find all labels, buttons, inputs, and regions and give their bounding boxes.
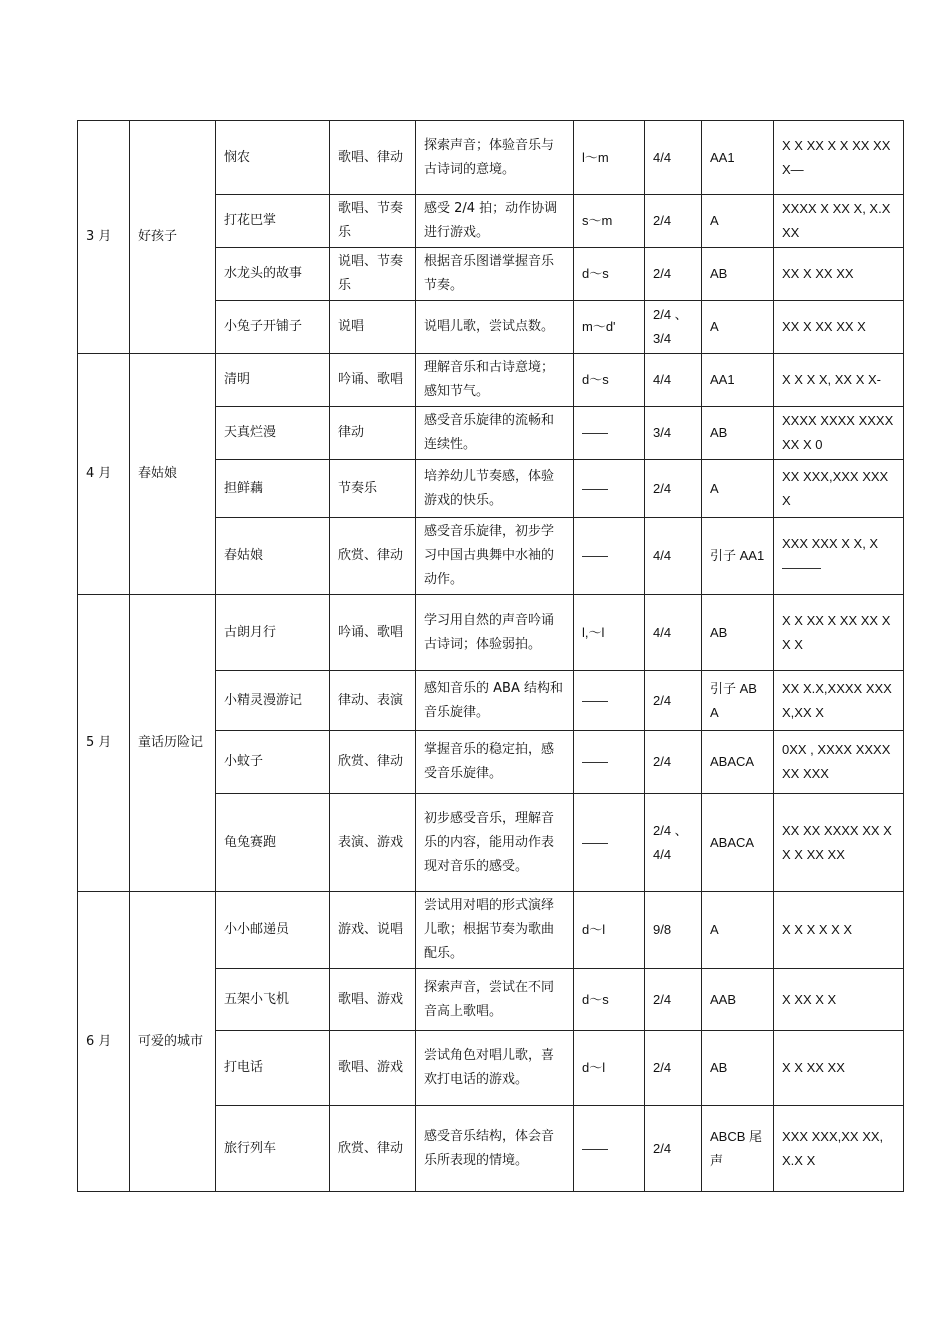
- song-title-cell: 天真烂漫: [216, 407, 330, 460]
- rhythm-cell: XXX XXX X X, X———: [774, 518, 904, 595]
- rhythm-cell: X X XX XX: [774, 1031, 904, 1106]
- song-title-cell: 春姑娘: [216, 518, 330, 595]
- meter-cell: 2/4: [645, 969, 702, 1031]
- meter-cell: 2/4: [645, 195, 702, 248]
- activity-cell: 欣赏、律动: [330, 731, 416, 794]
- meter-cell: 2/4: [645, 1106, 702, 1192]
- form-cell: AAB: [702, 969, 774, 1031]
- table-row: [78, 354, 904, 407]
- meter-cell: 2/4: [645, 1031, 702, 1106]
- rhythm-cell: X XX X X: [774, 969, 904, 1031]
- form-cell: ABACA: [702, 794, 774, 892]
- activity-cell: 歌唱、游戏: [330, 969, 416, 1031]
- month-cell: 4 月: [78, 354, 130, 595]
- song-title-cell: 担鲜藕: [216, 460, 330, 518]
- song-title-cell: 小小邮递员: [216, 892, 330, 969]
- theme-cell: 可爱的城市: [130, 892, 216, 1192]
- form-cell: AB: [702, 1031, 774, 1106]
- activity-cell: 说唱: [330, 301, 416, 354]
- goal-cell: 感受 2/4 拍；动作协调进行游戏。: [416, 195, 574, 248]
- meter-cell: 2/4: [645, 248, 702, 301]
- range-cell: l,～l: [574, 595, 645, 671]
- range-cell: d～s: [574, 354, 645, 407]
- song-title-cell: 打花巴掌: [216, 195, 330, 248]
- song-title-cell: 龟兔赛跑: [216, 794, 330, 892]
- range-cell: ——: [574, 794, 645, 892]
- meter-cell: 4/4: [645, 595, 702, 671]
- meter-cell: 2/4: [645, 731, 702, 794]
- form-cell: A: [702, 195, 774, 248]
- activity-cell: 节奏乐: [330, 460, 416, 518]
- song-title-cell: 小兔子开铺子: [216, 301, 330, 354]
- month-cell: 3 月: [78, 121, 130, 354]
- meter-cell: 2/4: [645, 671, 702, 731]
- goal-cell: 根据音乐图谱掌握音乐节奏。: [416, 248, 574, 301]
- range-cell: s～m: [574, 195, 645, 248]
- theme-cell: 春姑娘: [130, 354, 216, 595]
- table-row: [78, 595, 904, 671]
- rhythm-cell: XX X.X,XXXX XXXX,XX X: [774, 671, 904, 731]
- activity-cell: 吟诵、歌唱: [330, 354, 416, 407]
- song-title-cell: 悯农: [216, 121, 330, 195]
- form-cell: AB: [702, 595, 774, 671]
- rhythm-cell: XX XXX,XXX XXXX: [774, 460, 904, 518]
- music-curriculum-table: [77, 120, 904, 1192]
- goal-cell: 培养幼儿节奏感，体验游戏的快乐。: [416, 460, 574, 518]
- rhythm-cell: XXX XXX,XX XX,X.X X: [774, 1106, 904, 1192]
- song-title-cell: 打电话: [216, 1031, 330, 1106]
- song-title-cell: 小蚊子: [216, 731, 330, 794]
- form-cell: ABACA: [702, 731, 774, 794]
- song-title-cell: 水龙头的故事: [216, 248, 330, 301]
- goal-cell: 初步感受音乐，理解音乐的内容，能用动作表现对音乐的感受。: [416, 794, 574, 892]
- range-cell: d～s: [574, 969, 645, 1031]
- goal-cell: 感受音乐旋律的流畅和连续性。: [416, 407, 574, 460]
- goal-cell: 探索声音；体验音乐与古诗词的意境。: [416, 121, 574, 195]
- form-cell: AA1: [702, 121, 774, 195]
- form-cell: A: [702, 892, 774, 969]
- rhythm-cell: XX XX XXXX XX XX X XX XX: [774, 794, 904, 892]
- goal-cell: 理解音乐和古诗意境；感知节气。: [416, 354, 574, 407]
- activity-cell: 吟诵、歌唱: [330, 595, 416, 671]
- song-title-cell: 五架小飞机: [216, 969, 330, 1031]
- form-cell: ABCB 尾声: [702, 1106, 774, 1192]
- range-cell: d～l: [574, 1031, 645, 1106]
- theme-cell: 童话历险记: [130, 595, 216, 892]
- range-cell: d～s: [574, 248, 645, 301]
- rhythm-cell: XXXX X XX X, X.X XX: [774, 195, 904, 248]
- form-cell: AA1: [702, 354, 774, 407]
- meter-cell: 4/4: [645, 354, 702, 407]
- month-cell: 5 月: [78, 595, 130, 892]
- goal-cell: 探索声音，尝试在不同音高上歌唱。: [416, 969, 574, 1031]
- song-title-cell: 清明: [216, 354, 330, 407]
- activity-cell: 说唱、节奏乐: [330, 248, 416, 301]
- meter-cell: 4/4: [645, 518, 702, 595]
- rhythm-cell: XX X XX XX: [774, 248, 904, 301]
- range-cell: m～d': [574, 301, 645, 354]
- range-cell: ——: [574, 731, 645, 794]
- activity-cell: 律动: [330, 407, 416, 460]
- rhythm-cell: X X XX X X XX XX X—: [774, 121, 904, 195]
- range-cell: ——: [574, 518, 645, 595]
- rhythm-cell: XXXX XXXX XXXX XX X 0: [774, 407, 904, 460]
- rhythm-cell: X X X X, XX X X-: [774, 354, 904, 407]
- range-cell: ——: [574, 407, 645, 460]
- goal-cell: 尝试角色对唱儿歌，喜欢打电话的游戏。: [416, 1031, 574, 1106]
- meter-cell: 4/4: [645, 121, 702, 195]
- goal-cell: 学习用自然的声音吟诵古诗词；体验弱拍。: [416, 595, 574, 671]
- theme-cell: 好孩子: [130, 121, 216, 354]
- form-cell: A: [702, 460, 774, 518]
- form-cell: 引子 AA1: [702, 518, 774, 595]
- goal-cell: 尝试用对唱的形式演绎儿歌；根据节奏为歌曲配乐。: [416, 892, 574, 969]
- song-title-cell: 旅行列车: [216, 1106, 330, 1192]
- activity-cell: 律动、表演: [330, 671, 416, 731]
- table-row: [78, 121, 904, 195]
- form-cell: A: [702, 301, 774, 354]
- activity-cell: 表演、游戏: [330, 794, 416, 892]
- range-cell: ——: [574, 460, 645, 518]
- range-cell: l～m: [574, 121, 645, 195]
- rhythm-cell: X X X X X X: [774, 892, 904, 969]
- goal-cell: 感受音乐结构，体会音乐所表现的情境。: [416, 1106, 574, 1192]
- meter-cell: 9/8: [645, 892, 702, 969]
- meter-cell: 2/4 、4/4: [645, 794, 702, 892]
- month-cell: 6 月: [78, 892, 130, 1192]
- goal-cell: 感知音乐的 ABA 结构和音乐旋律。: [416, 671, 574, 731]
- activity-cell: 歌唱、游戏: [330, 1031, 416, 1106]
- form-cell: AB: [702, 248, 774, 301]
- meter-cell: 2/4 、3/4: [645, 301, 702, 354]
- range-cell: d～l: [574, 892, 645, 969]
- rhythm-cell: XX X XX XX X: [774, 301, 904, 354]
- rhythm-cell: 0XX , XXXX XXXX XX XXX: [774, 731, 904, 794]
- meter-cell: 2/4: [645, 460, 702, 518]
- activity-cell: 欣赏、律动: [330, 518, 416, 595]
- activity-cell: 欣赏、律动: [330, 1106, 416, 1192]
- activity-cell: 游戏、说唱: [330, 892, 416, 969]
- table-row: [78, 892, 904, 969]
- activity-cell: 歌唱、节奏乐: [330, 195, 416, 248]
- song-title-cell: 小精灵漫游记: [216, 671, 330, 731]
- goal-cell: 感受音乐旋律，初步学习中国古典舞中水袖的动作。: [416, 518, 574, 595]
- range-cell: ——: [574, 671, 645, 731]
- goal-cell: 说唱儿歌，尝试点数。: [416, 301, 574, 354]
- activity-cell: 歌唱、律动: [330, 121, 416, 195]
- meter-cell: 3/4: [645, 407, 702, 460]
- goal-cell: 掌握音乐的稳定拍，感受音乐旋律。: [416, 731, 574, 794]
- song-title-cell: 古朗月行: [216, 595, 330, 671]
- range-cell: ——: [574, 1106, 645, 1192]
- rhythm-cell: X X XX X XX XX XX X: [774, 595, 904, 671]
- form-cell: AB: [702, 407, 774, 460]
- table-body: [78, 121, 904, 1192]
- form-cell: 引子 ABA: [702, 671, 774, 731]
